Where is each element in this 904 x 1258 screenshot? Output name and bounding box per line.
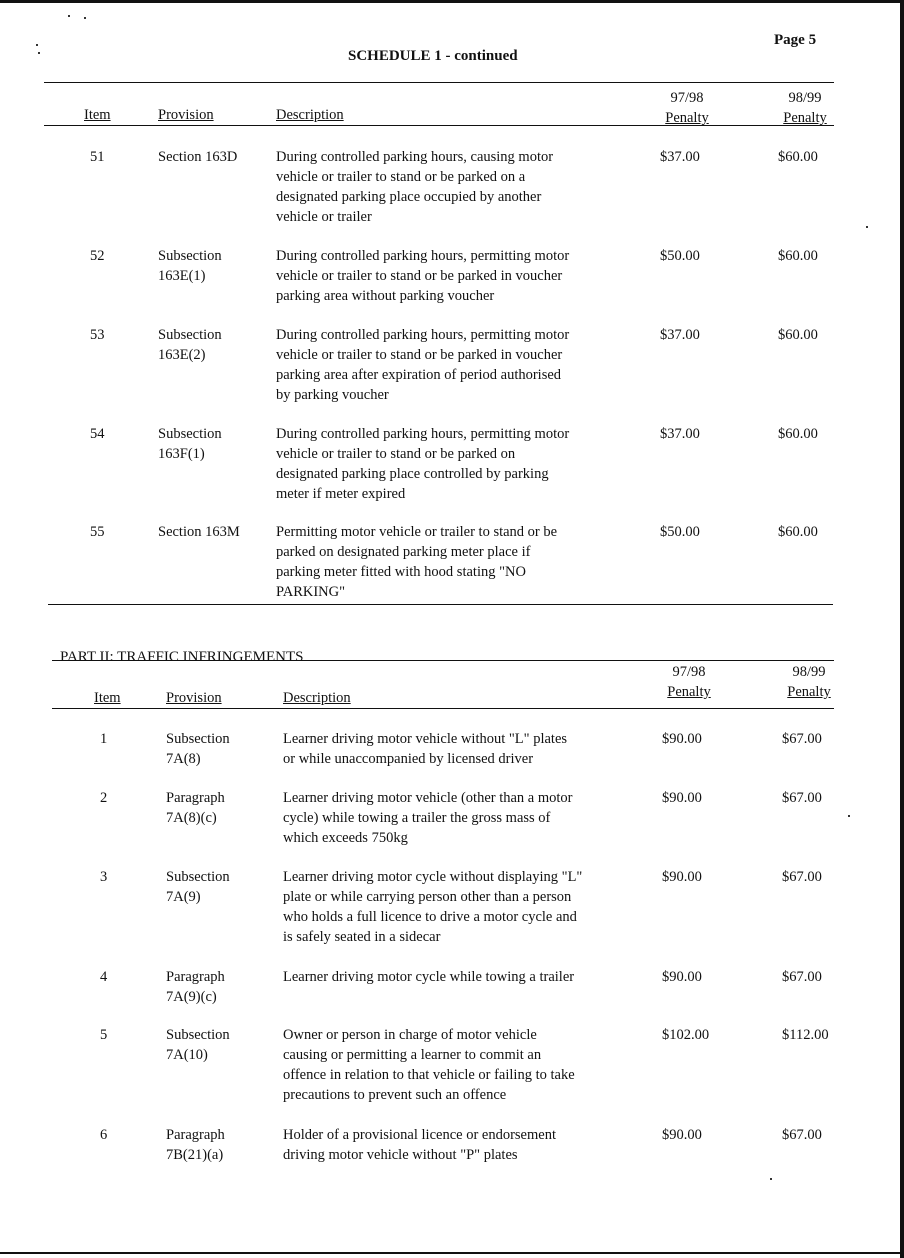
description-line: vehicle or trailer to stand or be parked in voucher xyxy=(276,268,563,284)
schedule-title: SCHEDULE 1 - continued xyxy=(348,48,518,64)
table-bottom-rule xyxy=(48,604,833,605)
description-line: Learner driving motor vehicle without "L" plates xyxy=(283,731,568,747)
provision-line: 163F(1) xyxy=(158,446,205,462)
description-line: causing or permitting a learner to commit an xyxy=(283,1047,542,1063)
penalty-9899: $67.00 xyxy=(782,1127,822,1143)
header-description: Description xyxy=(276,107,344,123)
description-line: parked on designated parking meter place if xyxy=(276,544,531,560)
description-line: by parking voucher xyxy=(276,387,389,403)
header-provision: Provision xyxy=(166,690,222,706)
description-line: who holds a full licence to drive a motor cycle and xyxy=(283,909,577,925)
scan-edge-top xyxy=(0,0,904,3)
description-line: parking area without parking voucher xyxy=(276,288,495,304)
penalty-9899: $60.00 xyxy=(778,524,818,540)
provision-line: 7A(9) xyxy=(166,889,201,905)
provision-line: Subsection xyxy=(158,426,222,442)
penalty-9899: $67.00 xyxy=(782,969,822,985)
description-line: Permitting motor vehicle or trailer to stand or be xyxy=(276,524,558,540)
penalty-9798: $90.00 xyxy=(662,790,702,806)
penalty-9798: $50.00 xyxy=(660,248,700,264)
header-penalty-9899 xyxy=(770,88,840,128)
scan-speck xyxy=(770,1178,772,1180)
description-line: Holder of a provisional licence or endorsement xyxy=(283,1127,556,1143)
penalty-9899: $67.00 xyxy=(782,731,822,747)
scan-speck xyxy=(68,15,70,17)
header-item: Item xyxy=(84,107,111,123)
provision-line: Subsection xyxy=(158,248,222,264)
penalty-9899: $67.00 xyxy=(782,869,822,885)
provision-line: Section 163M xyxy=(158,524,240,540)
header-penalty-9798 xyxy=(652,88,722,128)
description-line: parking area after expiration of period authorised xyxy=(276,367,562,383)
description-line: designated parking place controlled by parking xyxy=(276,466,549,482)
header-penalty-9899-label: Penalty xyxy=(783,110,827,126)
penalty-9899: $60.00 xyxy=(778,149,818,165)
provision-line: 7A(8)(c) xyxy=(166,810,217,826)
scan-speck xyxy=(866,226,868,228)
description-line: which exceeds 750kg xyxy=(283,830,408,846)
scan-speck xyxy=(848,815,850,817)
provision-line: Section 163D xyxy=(158,149,238,165)
header-penalty-9798-year: 97/98 xyxy=(670,90,704,106)
penalty-9899: $60.00 xyxy=(778,426,818,442)
description-line: vehicle or trailer xyxy=(276,209,372,225)
description-line: vehicle or trailer to stand or be parked on a xyxy=(276,169,526,185)
description-line: precautions to prevent such an offence xyxy=(283,1087,507,1103)
penalty-9798: $37.00 xyxy=(660,327,700,343)
provision-line: Paragraph xyxy=(166,969,225,985)
description-line: Owner or person in charge of motor vehicle xyxy=(283,1027,537,1043)
description-line: Learner driving motor vehicle (other than a motor xyxy=(283,790,573,806)
description-line: During controlled parking hours, causing motor xyxy=(276,149,554,165)
description-line: vehicle or trailer to stand or be parked in voucher xyxy=(276,347,563,363)
part2-header-rule xyxy=(52,708,834,709)
provision-line: 163E(2) xyxy=(158,347,206,363)
scan-speck xyxy=(36,44,38,46)
item-number: 6 xyxy=(100,1127,108,1143)
header-penalty-9798-label: Penalty xyxy=(667,684,711,700)
penalty-9798: $50.00 xyxy=(660,524,700,540)
scan-edge-right xyxy=(900,0,904,1258)
penalty-9798: $37.00 xyxy=(660,426,700,442)
penalty-9899: $60.00 xyxy=(778,327,818,343)
page-number: Page 5 xyxy=(774,32,817,48)
description-line: Learner driving motor cycle while towing a trailer xyxy=(283,969,575,985)
table-top-rule xyxy=(44,82,834,83)
description-line: During controlled parking hours, permitting motor xyxy=(276,327,570,343)
description-line: plate or while carrying person other than a person xyxy=(283,889,572,905)
description-line: or while unaccompanied by licensed driver xyxy=(283,751,534,767)
item-number: 2 xyxy=(100,790,108,806)
description-line: offence in relation to that vehicle or failing to take xyxy=(283,1067,575,1083)
description-line: Learner driving motor cycle without displaying "L" xyxy=(283,869,583,885)
provision-line: Paragraph xyxy=(166,790,225,806)
provision-line: 7B(21)(a) xyxy=(166,1147,224,1163)
description-line: PARKING" xyxy=(276,584,346,600)
description-line: meter if meter expired xyxy=(276,486,406,502)
penalty-9798: $90.00 xyxy=(662,1127,702,1143)
provision-line: Subsection xyxy=(166,731,230,747)
penalty-9899: $112.00 xyxy=(782,1027,829,1043)
description-line: driving motor vehicle without "P" plates xyxy=(283,1147,518,1163)
provision-line: Subsection xyxy=(158,327,222,343)
penalty-9899: $60.00 xyxy=(778,248,818,264)
header-penalty-9899-label: Penalty xyxy=(787,684,831,700)
scan-edge-bottom xyxy=(0,1252,904,1254)
penalty-9899: $67.00 xyxy=(782,790,822,806)
header-penalty-9899-year: 98/99 xyxy=(792,664,826,680)
item-number: 52 xyxy=(90,248,105,264)
header-rule xyxy=(44,125,834,126)
description-line: cycle) while towing a trailer the gross mass of xyxy=(283,810,551,826)
description-line: designated parking place occupied by another xyxy=(276,189,542,205)
item-number: 53 xyxy=(90,327,105,343)
item-number: 1 xyxy=(100,731,108,747)
description-line: is safely seated in a sidecar xyxy=(283,929,441,945)
header-provision: Provision xyxy=(158,107,214,123)
provision-line: Subsection xyxy=(166,1027,230,1043)
provision-line: 7A(10) xyxy=(166,1047,208,1063)
description-line: vehicle or trailer to stand or be parked on xyxy=(276,446,516,462)
item-number: 4 xyxy=(100,969,108,985)
part2-title: PART II: TRAFFIC INFRINGEMENTS xyxy=(60,649,304,665)
scan-speck xyxy=(84,17,86,19)
description-line: During controlled parking hours, permitting motor xyxy=(276,248,570,264)
part2-top-rule xyxy=(52,660,834,661)
item-number: 51 xyxy=(90,149,105,165)
penalty-9798: $37.00 xyxy=(660,149,700,165)
header-penalty-9798-label: Penalty xyxy=(665,110,709,126)
header-penalty-9798-year: 97/98 xyxy=(672,664,706,680)
header-penalty-9899-year: 98/99 xyxy=(788,90,822,106)
item-number: 55 xyxy=(90,524,105,540)
item-number: 54 xyxy=(90,426,105,442)
header-description: Description xyxy=(283,690,351,706)
description-line: parking meter fitted with hood stating "NO xyxy=(276,564,526,580)
provision-line: Subsection xyxy=(166,869,230,885)
header-penalty-9899 xyxy=(774,662,844,702)
item-number: 5 xyxy=(100,1027,108,1043)
penalty-9798: $90.00 xyxy=(662,869,702,885)
penalty-9798: $90.00 xyxy=(662,969,702,985)
description-line: During controlled parking hours, permitting motor xyxy=(276,426,570,442)
provision-line: 7A(8) xyxy=(166,751,201,767)
scan-speck xyxy=(38,52,40,54)
penalty-9798: $102.00 xyxy=(662,1027,710,1043)
provision-line: 163E(1) xyxy=(158,268,206,284)
header-penalty-9798 xyxy=(654,662,724,702)
header-item: Item xyxy=(94,690,121,706)
provision-line: 7A(9)(c) xyxy=(166,989,217,1005)
item-number: 3 xyxy=(100,869,108,885)
penalty-9798: $90.00 xyxy=(662,731,702,747)
provision-line: Paragraph xyxy=(166,1127,225,1143)
